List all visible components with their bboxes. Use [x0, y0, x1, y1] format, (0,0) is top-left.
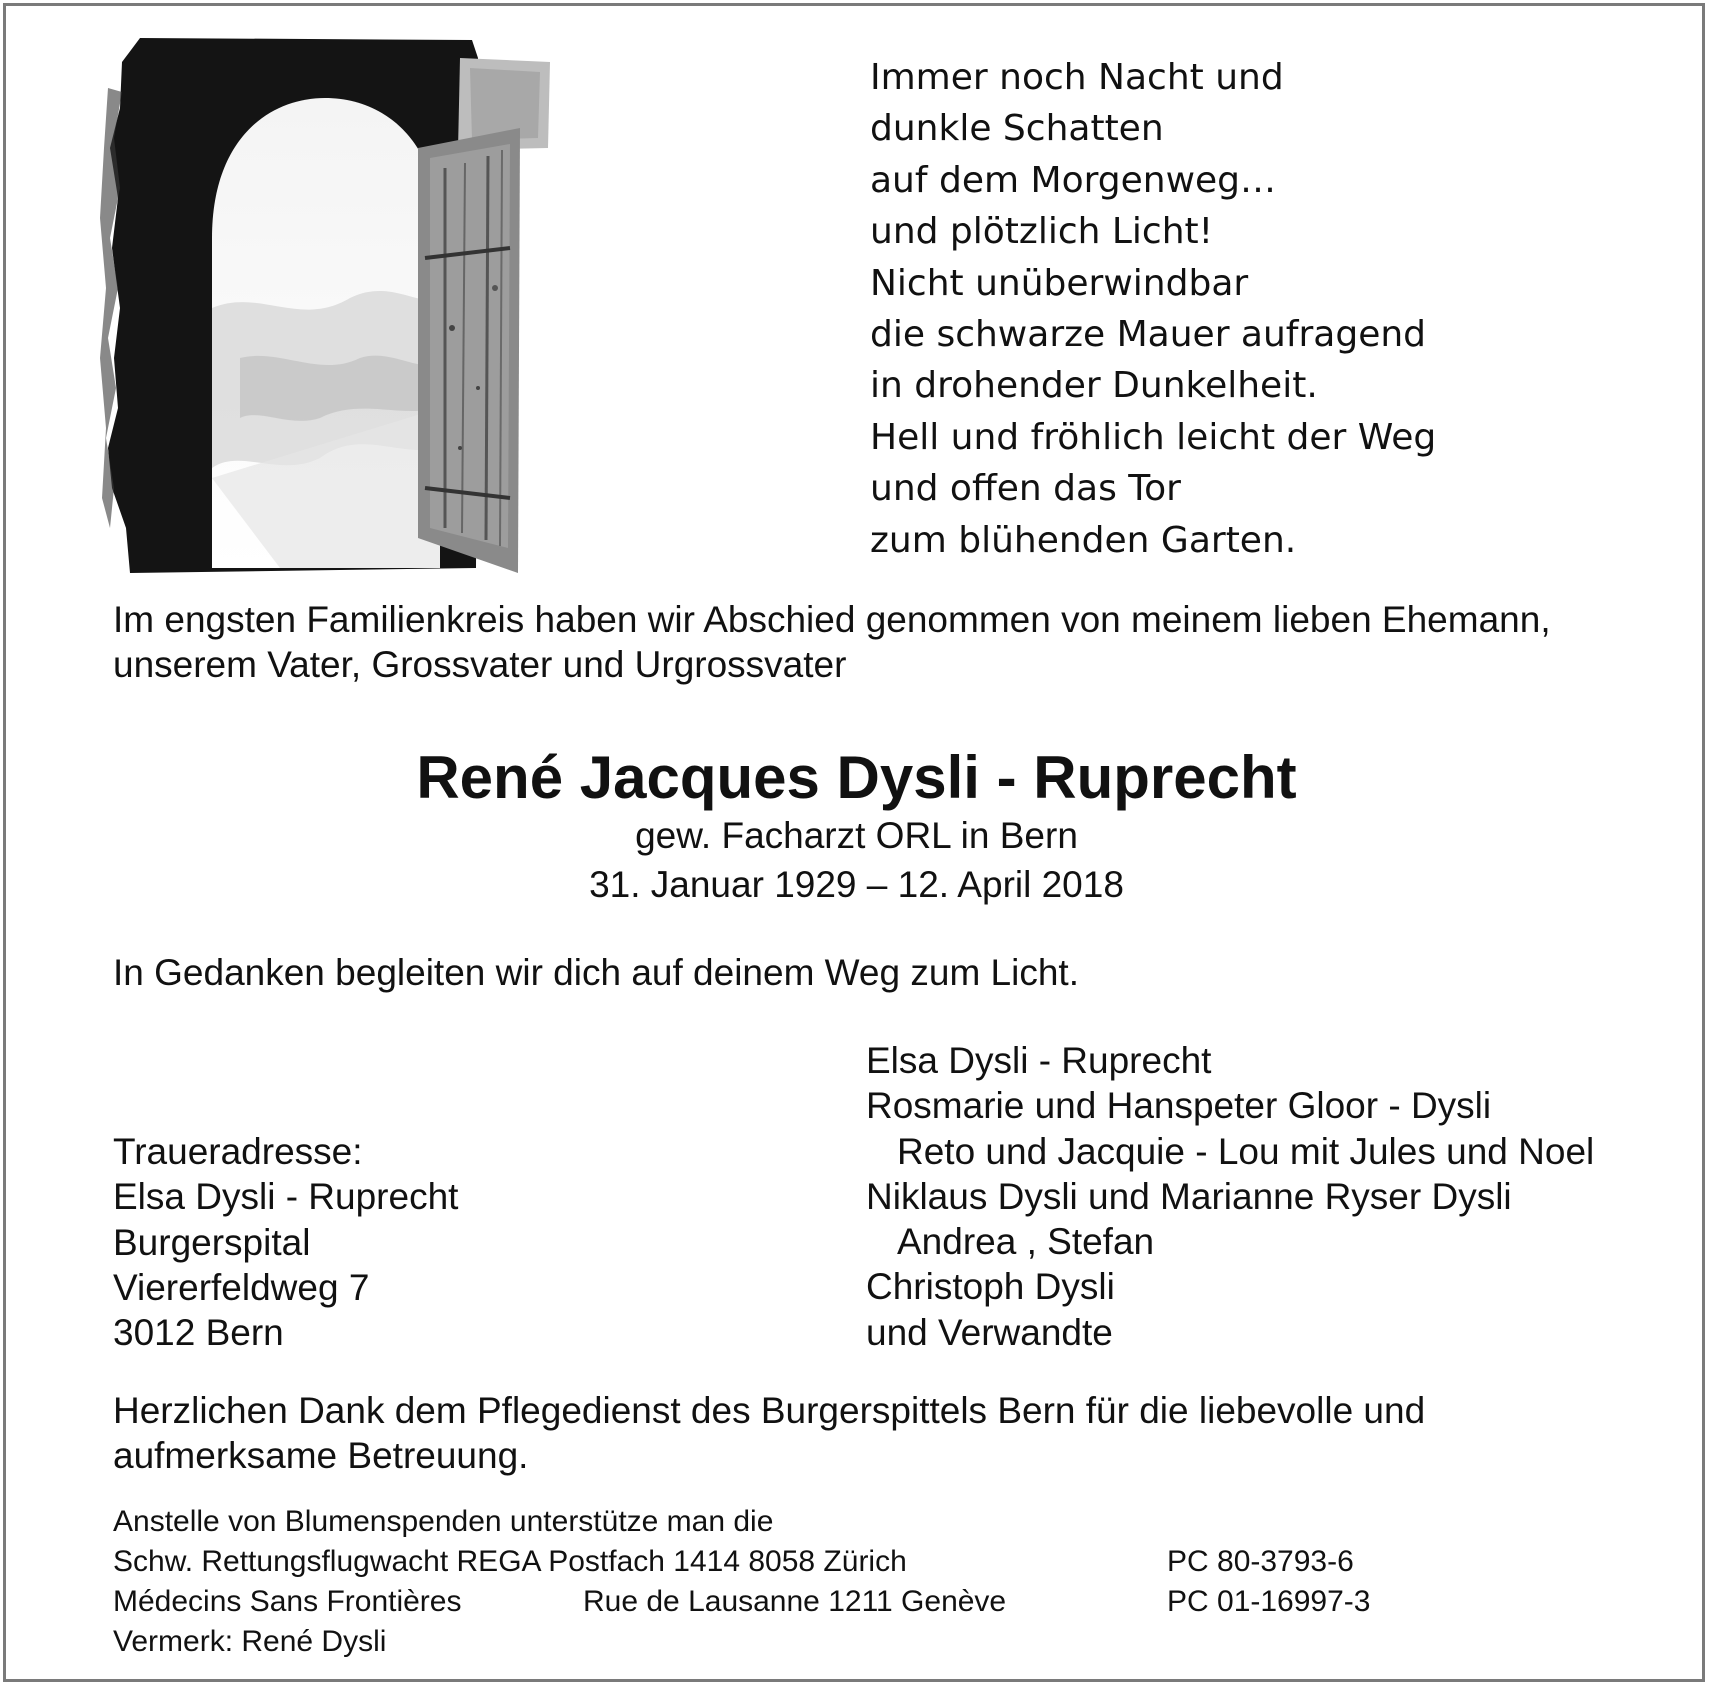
msf-account: PC 01-16997-3	[1167, 1585, 1371, 1618]
mourner-entry: Reto und Jacquie - Lou mit Jules und Noel	[897, 1130, 1595, 1172]
announcement-line: Im engsten Familienkreis haben wir Abschied genommen von meinem lieben Ehemann,	[113, 599, 1551, 640]
poem-line: Hell und fröhlich leicht der Weg	[870, 416, 1437, 458]
thanks-line: aufmerksame Betreuung.	[113, 1435, 529, 1476]
arched-gate-illustration	[100, 28, 552, 578]
announcement-text	[113, 597, 1551, 687]
announcement-line: unserem Vater, Grossvater und Urgrossvater	[113, 644, 847, 685]
poem-line: auf dem Morgenweg…	[870, 159, 1277, 201]
thanks-line: Herzlichen Dank dem Pflegedienst des Burgerspittels Bern für die liebevolle und	[113, 1390, 1426, 1431]
deceased-profession: gew. Facharzt ORL in Bern	[635, 815, 1078, 856]
address-label: Traueradresse:	[113, 1131, 363, 1172]
mourner-entry: Andrea , Stefan	[897, 1221, 1155, 1263]
address-street: Viererfeldweg 7	[113, 1266, 370, 1308]
address-place: Burgerspital	[113, 1221, 311, 1263]
poem-line: und plötzlich Licht!	[870, 211, 1214, 253]
thanks-note	[113, 1388, 1425, 1478]
poem-line: Immer noch Nacht und	[870, 57, 1284, 98]
msf-name: Médecins Sans Frontières	[113, 1585, 462, 1618]
mourner-entry: Elsa Dysli - Ruprecht	[866, 1040, 1212, 1081]
donation-note: Vermerk: René Dysli	[113, 1625, 387, 1658]
mourners-list	[866, 1038, 1594, 1355]
poem-line: Nicht unüberwindbar	[870, 262, 1249, 304]
poem-line: und offen das Tor	[870, 468, 1181, 510]
donations-intro: Anstelle von Blumenspenden unterstütze man die	[113, 1505, 774, 1538]
poem-line: in drohender Dunkelheit.	[870, 365, 1318, 407]
poem-line: die schwarze Mauer aufragend	[870, 314, 1427, 356]
thoughts-line: In Gedanken begleiten wir dich auf deinem Weg zum Licht.	[113, 952, 1079, 993]
msf-address: Rue de Lausanne 1211 Genève	[583, 1585, 1007, 1618]
mourner-entry: Christoph Dysli	[866, 1266, 1115, 1308]
poem-line: zum blühenden Garten.	[870, 519, 1297, 561]
poem	[870, 52, 1630, 566]
mourner-entry: und Verwandte	[866, 1311, 1113, 1353]
deceased-name: René Jacques Dysli - Ruprecht	[416, 744, 1297, 811]
address-city: 3012 Bern	[113, 1312, 284, 1354]
mourning-address	[113, 1129, 458, 1355]
life-dates: 31. Januar 1929 – 12. April 2018	[589, 864, 1124, 905]
poem-line: dunkle Schatten	[870, 108, 1164, 150]
rega-account: PC 80-3793-6	[1167, 1545, 1354, 1578]
mourner-entry: Rosmarie und Hanspeter Gloor - Dysli	[866, 1085, 1492, 1127]
rega-name: Schw. Rettungsflugwacht REGA Postfach 1414 8058 Zürich	[113, 1545, 907, 1578]
address-name: Elsa Dysli - Ruprecht	[113, 1176, 459, 1218]
mourner-entry: Niklaus Dysli und Marianne Ryser Dysli	[866, 1175, 1512, 1217]
